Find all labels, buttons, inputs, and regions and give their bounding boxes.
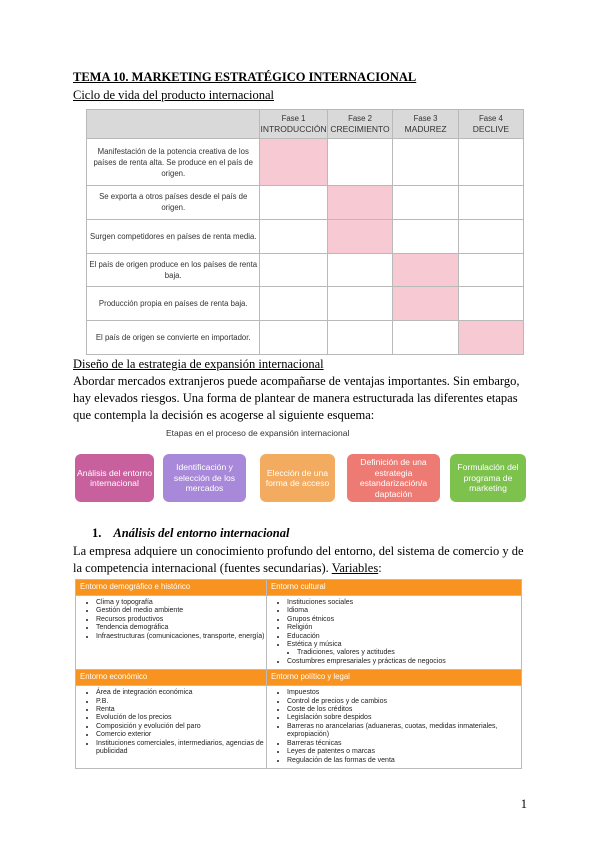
- list-item: • Grupos étnicos: [287, 616, 521, 624]
- variables-header: Entorno político y legal: [267, 670, 522, 686]
- list-item: • Clima y topografía: [96, 599, 266, 607]
- variables-header: Entorno económico: [76, 670, 267, 686]
- strategy-paragraph: Abordar mercados extranjeros puede acompañarse de ventajas importantes. Sin embargo, hay elevados riesgos. Una forma de plantear de manera estructurada las diferentes etapas que contempla la decisión es acogerse al siguiente esquema:: [73, 374, 520, 422]
- stage-box: [163, 454, 246, 502]
- stage-box: [347, 454, 440, 502]
- row-description: Surgen competidores en países de renta media.: [87, 219, 260, 253]
- variables-header: Entorno demográfico e histórico: [76, 580, 267, 596]
- phase-cell: [458, 219, 523, 253]
- lifecycle-heading: Ciclo de vida del producto internacional: [73, 88, 274, 102]
- phase-cell-highlighted: [260, 139, 327, 186]
- table-corner: [87, 110, 260, 139]
- phase-header: Fase 1 INTRODUCCIÓN: [260, 110, 327, 139]
- diagram-title: Etapas en el proceso de expansión internacional: [166, 428, 350, 438]
- list-item: • Barreras no arancelarias (aduaneras, cuotas, medidas inmateriales, expropiación): [287, 723, 521, 740]
- section-1-paragraph: La empresa adquiere un conocimiento profundo del entorno, del sistema de comercio y de la competencia internacional (fuentes secundarias). Variables:: [73, 544, 524, 575]
- phase-cell: [327, 287, 393, 321]
- phase-cell: [327, 139, 393, 186]
- phase-cell: [260, 321, 327, 355]
- phase-cell: [260, 287, 327, 321]
- list-item: • Comercio exterior: [96, 731, 266, 739]
- phase-cell-highlighted: [327, 186, 393, 220]
- phase-cell: [458, 253, 523, 287]
- strategy-heading: Diseño de la estrategia de expansión internacional: [73, 357, 324, 371]
- list-item: • Evolución de los precios: [96, 714, 266, 722]
- phase-cell: [260, 186, 327, 220]
- table-row: [87, 186, 524, 220]
- list-item: • Área de integración económica: [96, 689, 266, 697]
- row-description: Manifestación de la potencia creativa de los países de renta alta. Se produce en el país de origen.: [87, 139, 260, 186]
- list-item: • Estética y música: [287, 641, 521, 649]
- stage-label: Análisis del entorno internacional: [76, 467, 152, 488]
- stage-box: [450, 454, 526, 502]
- stage-box: [260, 454, 335, 502]
- list-item: • Coste de los créditos: [287, 706, 521, 714]
- list-item: • Instituciones sociales: [287, 599, 521, 607]
- list-item: • Control de precios y de cambios: [287, 698, 521, 706]
- lifecycle-table: [86, 109, 524, 355]
- page-title: TEMA 10. MARKETING ESTRATÉGICO INTERNACIONAL: [73, 70, 417, 84]
- stage-label: Definición de una estrategia estandarización/a daptación: [359, 457, 428, 499]
- list-item: • Legislación sobre despidos: [287, 714, 521, 722]
- phase-cell: [393, 139, 458, 186]
- list-item: • Educación: [287, 633, 521, 641]
- table-row: [87, 139, 524, 186]
- table-row: [87, 219, 524, 253]
- list-item: • Instituciones comerciales, intermediarios, agencias de publicidad: [96, 740, 266, 757]
- phase-cell-highlighted: [393, 253, 458, 287]
- list-item: • Renta: [96, 706, 266, 714]
- list-item: • Gestión del medio ambiente: [96, 607, 266, 615]
- phase-cell-highlighted: [458, 321, 523, 355]
- list-item: • Idioma: [287, 607, 521, 615]
- list-item: • Impuestos: [287, 689, 521, 697]
- list-item: • P.B.: [96, 698, 266, 706]
- list-item: • Recursos productivos: [96, 616, 266, 624]
- list-item: • Barreras técnicas: [287, 740, 521, 748]
- stage-label: Elección de una forma de acceso: [265, 467, 330, 488]
- page-number: 1: [520, 797, 527, 811]
- phase-header: Fase 2 CRECIMIENTO: [327, 110, 393, 139]
- phase-cell: [458, 186, 523, 220]
- phase-cell-highlighted: [327, 219, 393, 253]
- variables-cell: [76, 686, 267, 769]
- phase-cell-highlighted: [393, 287, 458, 321]
- list-item: • Regulación de las formas de venta: [287, 757, 521, 765]
- phase-cell: [260, 253, 327, 287]
- table-row: [87, 287, 524, 321]
- row-description: Producción propia en países de renta baja.: [87, 287, 260, 321]
- variables-header: Entorno cultural: [267, 580, 522, 596]
- phase-cell: [260, 219, 327, 253]
- list-item: • Infraestructuras (comunicaciones, transporte, energía): [96, 633, 266, 641]
- variables-table: [75, 579, 522, 769]
- phase-cell: [458, 139, 523, 186]
- row-description: El país de origen produce en los países de renta baja.: [87, 253, 260, 287]
- stage-label: Identificación y selección de los mercados: [173, 462, 236, 494]
- phase-cell: [393, 219, 458, 253]
- variables-cell: [76, 596, 267, 670]
- row-description: El país de origen se convierte en importador.: [87, 321, 260, 355]
- row-description: Se exporta a otros países desde el país de origen.: [87, 186, 260, 220]
- list-item: • Leyes de patentes o marcas: [287, 748, 521, 756]
- phase-header: Fase 4 DECLIVE: [458, 110, 523, 139]
- phase-cell: [458, 287, 523, 321]
- phase-cell: [393, 321, 458, 355]
- list-item: • Costumbres empresariales y prácticas de negocios: [287, 658, 521, 666]
- variables-link: Variables: [331, 561, 379, 575]
- stage-box: [75, 454, 154, 502]
- list-item: • Religión: [287, 624, 521, 632]
- list-item: • Tendencia demográfica: [96, 624, 266, 632]
- variables-cell: [267, 686, 522, 769]
- list-item: • Tradiciones, valores y actitudes: [297, 649, 521, 657]
- phase-cell: [393, 186, 458, 220]
- table-row: [87, 253, 524, 287]
- table-row: [87, 321, 524, 355]
- phase-cell: [327, 321, 393, 355]
- variables-cell: [267, 596, 522, 670]
- phase-header: Fase 3 MADUREZ: [393, 110, 458, 139]
- list-item: • Composición y evolución del paro: [96, 723, 266, 731]
- section-1-heading: 1. Análisis del entorno internacional: [92, 526, 290, 540]
- stage-label: Formulación del programa de marketing: [457, 462, 519, 494]
- phase-cell: [327, 253, 393, 287]
